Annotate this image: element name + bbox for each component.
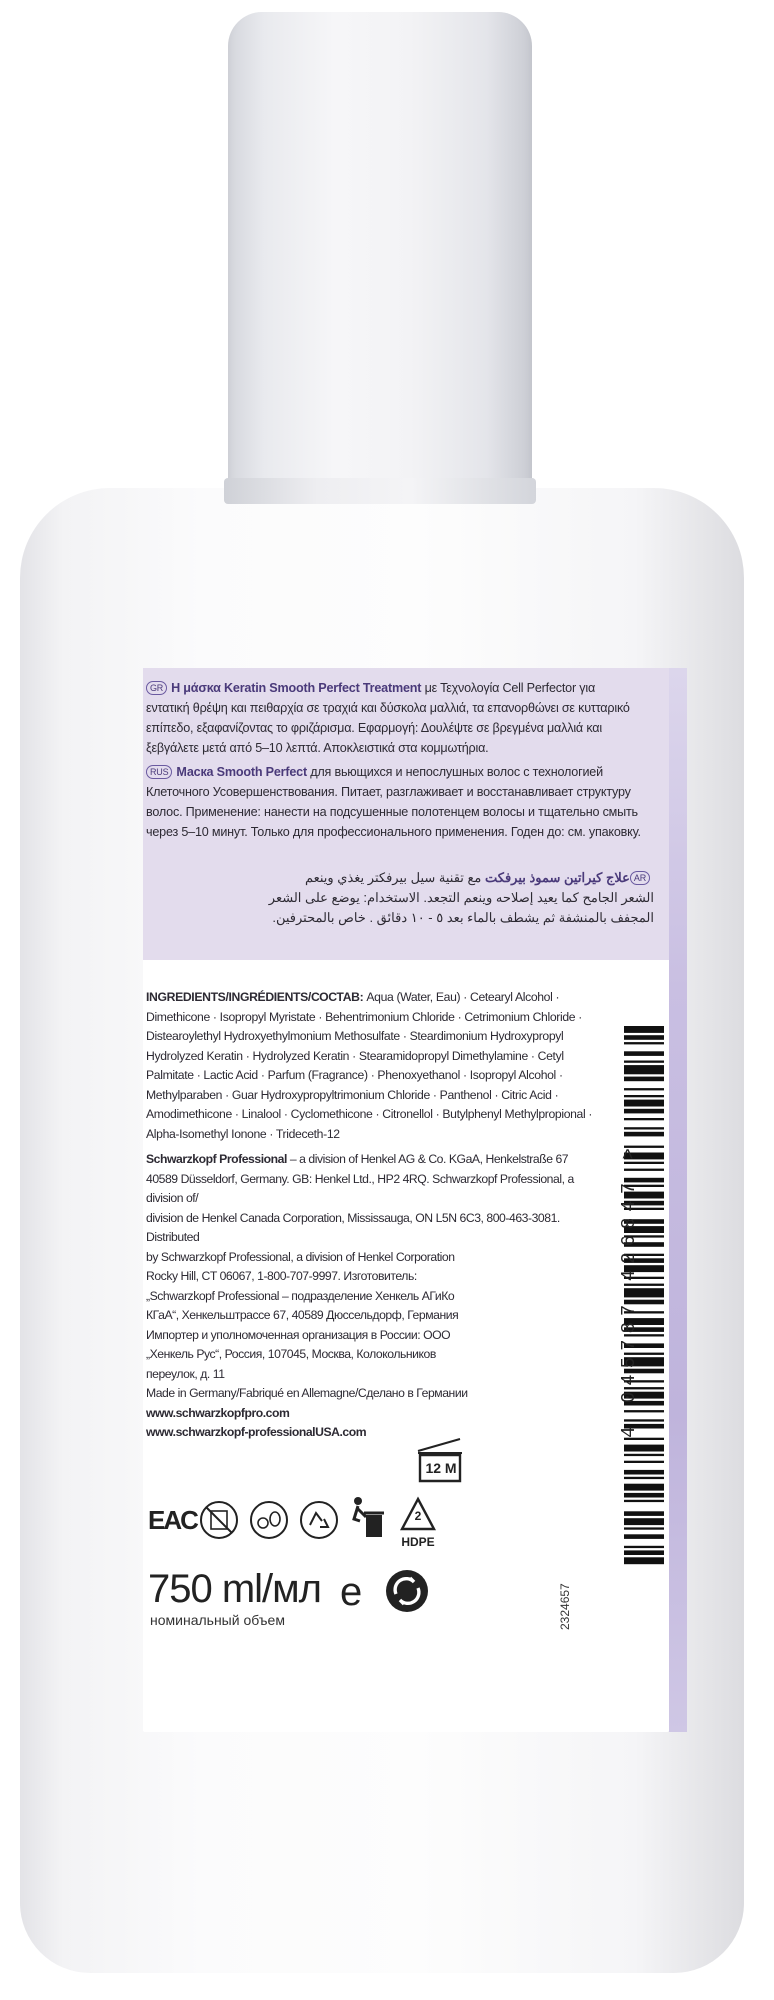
ingredients-block: INGREDIENTS/INGRÉDIENTS/СОСТАВ: Aqua (Water, Eau) · Cetearyl Alcohol · Dimethicone · Isopropyl Myristate · Behentrimonium Chloride · Cetrimonium Chloride · Distearoylethyl Hydroxyethylmonium Methosulfate · Steardimonium Hydroxypropyl Hydrolyzed Keratin · Hydrolyzed Keratin · Stearamidopropyl Dimethylamine · Cetyl Palmitate · Lactic Acid · Parfum (Fragrance) · Phenoxyethanol · Isopropyl Alcohol · Methylparaben · Guar Hydroxypropyltrimonium Chloride · Panthenol · Citric Acid · Amodimethicone · Linalool · Cyclomethicone · Citronellol · Butylphenyl Methylpropional · Alpha-Isomethyl Ionone · Trideceth-12: [146, 990, 593, 1141]
recycle-number: 2: [414, 1509, 422, 1523]
greek-description: GR Η μάσκα Keratin Smooth Perfect Treatment με Τεχνολογία Cell Perfector για εντατική θρέψη και πειθαρχία σε τραχιά και δύσκολα μαλλιά, τα επανορθώνει σε κυτταρικό επίπεδο, εξαφανίζοντας το φριζάρισμα. Εφαρμογή: Δουλέψτε σε βρεγμένα μαλλιά και ξεβγάλετε μετά από 5–10 λεπτά. Αποκλειστικά στα κομμωτήρια.: [146, 681, 630, 755]
keep-away-icon: [248, 1499, 290, 1546]
label-side-strip: [669, 668, 687, 1732]
russian-brand: Маска Smooth Perfect: [176, 765, 307, 779]
recycle-person-icon: [298, 1499, 340, 1546]
volume-subtitle: номинальный объем: [150, 1612, 285, 1628]
arabic-brand: علاج كيراتين سموذ بيرفكت: [485, 870, 630, 885]
website-usa-link: www.schwarzkopf-professionalUSA.com: [146, 1425, 367, 1439]
bottle-cap: [228, 12, 532, 500]
pao-jar-icon: [412, 1435, 468, 1487]
greek-brand: Η μάσκα Keratin Smooth Perfect Treatment: [171, 681, 422, 695]
arabic-description: ARعلاج كيراتين سموذ بيرفكت مع تقنية سيل بيرفكتر يغذي وينعم الشعر الجامح كما يعيد إصلاحه وينعم التجعد. الاستخدام: يوضع على الشعر المجفف بالمنشفة ثم يشطف بالماء بعد ٥ - ١٠ دقائق . خاص بالمحترفين.: [268, 870, 654, 925]
recycle-hdpe-icon: [396, 1495, 440, 1553]
eac-mark: EAC: [148, 1505, 197, 1535]
company-name: Schwarzkopf Professional: [146, 1152, 287, 1166]
ingredients-heading: INGREDIENTS/INGRÉDIENTS/СОСТАВ:: [146, 990, 364, 1004]
recycle-material: HDPE: [401, 1535, 435, 1549]
website-link: www.schwarzkopfpro.com: [146, 1405, 290, 1420]
lot-code: 2324657: [558, 1583, 572, 1630]
company-block: Schwarzkopf Professional – a division of Henkel AG & Co. KGaA, Henkelstraße 67 40589 Düsseldorf, Germany. GB: Henkel Ltd., HP2 4RQ. Schwarzkopf Professional, a division of/ division de Henkel Canada Corporation, Mississauga, ON L5N 6C3, 800-463-3081. Distributed by Schwarzkopf Professional, a division of Henkel Corporation Rocky Hill, CT 06067, 1-800-707-9997. Изготовитель: „Schwarzkopf Professional – подразделение Хенкель АГиКо КГаА“, Хенкельштрассе 67, 40589 Дюссельдорф, Германия Импортер и уполномоченная организация в России: ООО „Хенкель Рус“, Россия, 107045, Москва, Колокольников переулок, д. 11 Made in Germany/Fabriqué en Allemagne/Сделано в Германии www.schwarzkopfpro.com www.schwarzkopf-professionalUSA.com: [146, 1152, 574, 1439]
green-dot-icon: [384, 1568, 430, 1619]
russian-description: RUS Маска Smooth Perfect для вьющихся и непослушных волос с технологией Клеточного Усовершенствования. Питает, разглаживает и восстанавливает структуру волос. Применение: нанести на подсушенные полотенцем волосы и тщательно смыть через 5–10 минут. Только для профессионального применения. Годен до: см. упаковку.: [146, 765, 641, 839]
barcode-digits: 4 045787 426847 >: [618, 1142, 640, 1438]
symbol-row: [148, 1495, 568, 1565]
lang-badge-ar: AR: [630, 871, 650, 885]
lang-badge-rus: RUS: [146, 765, 172, 779]
estimated-e-mark: e: [340, 1570, 363, 1614]
volume-value: 750 ml/мл: [148, 1567, 322, 1611]
tidy-man-icon: [346, 1495, 388, 1548]
lang-badge-gr: GR: [146, 681, 167, 695]
barcode: [600, 1020, 664, 1620]
no-dispose-icon: [198, 1499, 240, 1546]
bottle-cap-rim: [224, 478, 536, 504]
pao-label: 12 M: [425, 1460, 457, 1476]
